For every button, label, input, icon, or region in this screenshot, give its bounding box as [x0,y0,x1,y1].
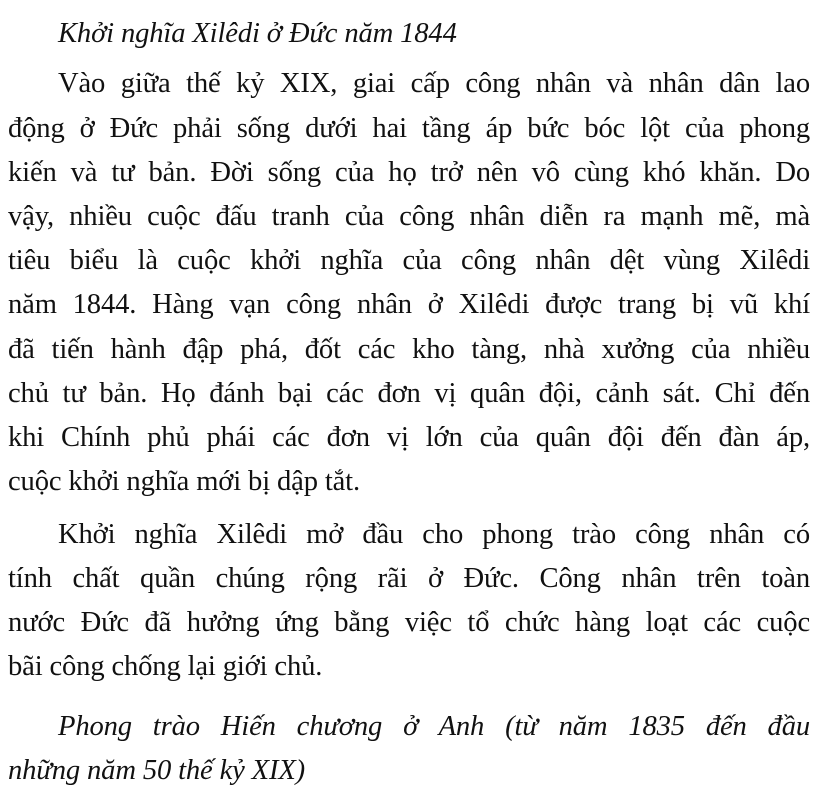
paragraph-2-line-3: nước Đức đã hưởng ứng bằng việc tổ chức hàng loạt các cuộc [8,607,810,638]
paragraph-2-line-1: Khởi nghĩa Xilêdi mở đầu cho phong trào công nhân có [58,519,810,550]
paragraph-2-line-2: tính chất quần chúng rộng rãi ở Đức. Công nhân trên toàn [8,563,810,594]
paragraph-1-line-3: kiến và tư bản. Đời sống của họ trở nên vô cùng khó khăn. Do [8,157,810,188]
paragraph-1-line-9: khi Chính phủ phái các đơn vị lớn của quân đội đến đàn áp, [8,422,810,453]
paragraph-1-line-2: động ở Đức phải sống dưới hai tầng áp bức bóc lột của phong [8,113,810,144]
paragraph-1-line-6: năm 1844. Hàng vạn công nhân ở Xilêdi được trang bị vũ khí [8,289,810,320]
paragraph-2-line-4: bãi công chống lại giới chủ. [8,651,323,682]
section-heading-chartism-line-1: Phong trào Hiến chương ở Anh (từ năm 1835 đến đầu [58,711,810,742]
paragraph-1-line-8: chủ tư bản. Họ đánh bại các đơn vị quân đội, cảnh sát. Chỉ đến [8,378,810,409]
paragraph-1-line-4: vậy, nhiều cuộc đấu tranh của công nhân diễn ra mạnh mẽ, mà [8,201,810,232]
paragraph-1-line-7: đã tiến hành đập phá, đốt các kho tàng, nhà xưởng của nhiều [8,334,810,365]
paragraph-1-line-10: cuộc khởi nghĩa mới bị dập tắt. [8,466,360,497]
section-heading-chartism-line-2: những năm 50 thế kỷ XIX) [8,755,306,786]
paragraph-1-line-5: tiêu biểu là cuộc khởi nghĩa của công nhân dệt vùng Xilêdi [8,245,810,276]
section-heading-silesia: Khởi nghĩa Xilêdi ở Đức năm 1844 [58,18,457,49]
paragraph-1-line-1: Vào giữa thế kỷ XIX, giai cấp công nhân và nhân dân lao [58,68,810,99]
